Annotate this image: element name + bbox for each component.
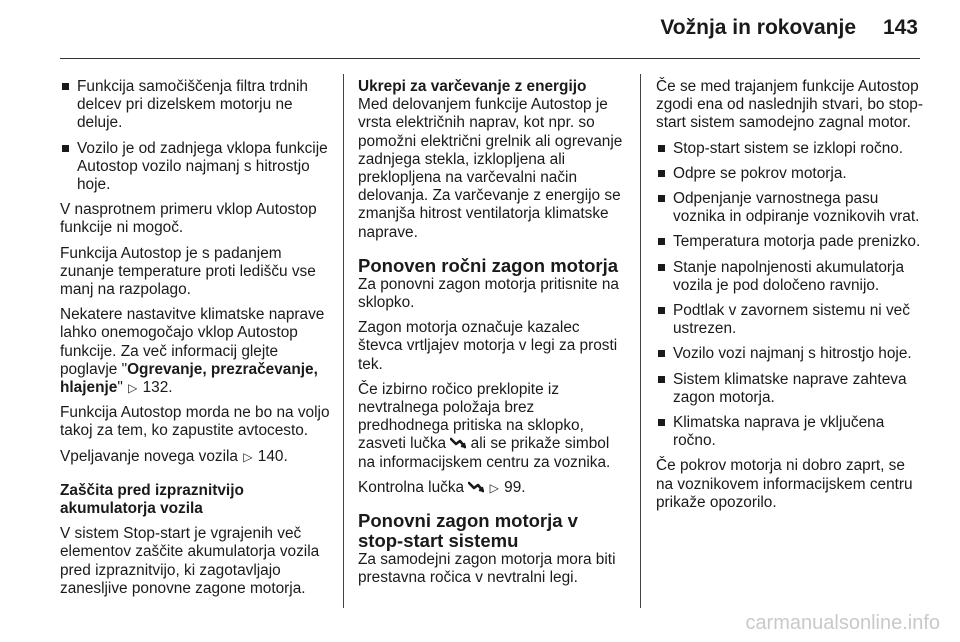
paragraph: Funkcija Autostop je s padanjem zunanje temperature proti ledišču vse manj na razpolago. <box>60 244 316 299</box>
reference-arrow-icon: ▷ <box>128 381 138 396</box>
paragraph-cross-reference <box>60 448 330 466</box>
list-item: Vozilo vozi najmanj s hitrostjo hoje. <box>656 345 926 363</box>
page-header <box>0 0 960 60</box>
header-rule <box>60 58 920 59</box>
watermark: carmanualsonline.info <box>745 612 940 634</box>
column-3 <box>656 78 926 519</box>
list-item: Temperatura motorja pade prenizko. <box>656 233 926 251</box>
list-item: Sistem klimatske naprave zahteva zagon motorja. <box>656 371 926 407</box>
list-item: Podtlak v zavornem sistemu ni več ustrezen. <box>656 302 926 338</box>
paragraph-text: " <box>117 379 128 397</box>
page-ref[interactable]: 132. <box>142 379 173 397</box>
chapter-link[interactable]: Ogrevanje, prezračevanje, hlajenje <box>60 360 318 397</box>
section-heading: Ponovni zagon motorja v stop-start sistemu <box>358 510 578 552</box>
column-1 <box>60 78 330 605</box>
column-divider-2 <box>640 74 641 608</box>
reference-arrow-icon: ▷ <box>243 449 253 464</box>
list-item: Funkcija samočiščenja filtra trdnih delcev pri dizelskem motorju ne deluje. <box>60 78 330 133</box>
page-number: 143 <box>882 16 918 39</box>
section-heading: Ponoven ročni zagon motorja <box>358 254 619 276</box>
list-item: Klimatska naprava je vključena ročno. <box>656 414 926 450</box>
paragraph-text: Nekatere nastavitve klimatske naprave lahko onemogočajo vklop Autostop funkcije. Za več informacij glejte poglavje " <box>60 306 325 378</box>
paragraph: Če se med trajanjem funkcije Autostop zgodi ena od naslednjih stvari, bo stop-start sistem samodejno zagnal motor. <box>656 78 923 132</box>
engine-start-lamp-icon <box>450 437 466 449</box>
paragraph: Med delovanjem funkcije Autostop je vrsta električnih naprav, kot npr. so pomožni električni grelnik ali ogrevanje zadnjega stekla, izklopljena ali preklopljena na varčevalni način delovanja. Za varčevanje z energijo se zmanjša hitrost ventilatorja klimatske naprave. <box>358 96 623 241</box>
paragraph-cross-reference <box>60 306 330 397</box>
paragraph-with-icon <box>358 381 628 472</box>
paragraph-text: ali se prikaže simbol na informacijskem centru za voznika. <box>358 435 611 471</box>
paragraph: Če pokrov motorja ni dobro zaprt, se na voznikovem informacijskem centru prikaže opozorilo. <box>656 457 913 511</box>
paragraph: Funkcija Autostop morda ne bo na voljo takoj za tem, ko zapustite avtocesto. <box>60 404 330 440</box>
engine-start-lamp-icon <box>468 481 484 493</box>
list-item: Stanje napolnjenosti akumulatorja vozila je pod določeno ravnijo. <box>656 259 926 295</box>
list-item: Stop-start sistem se izklopi ročno. <box>656 140 926 158</box>
paragraph-cross-reference <box>358 479 628 497</box>
paragraph: V nasprotnem primeru vklop Autostop funkcije ni mogoč. <box>60 201 317 237</box>
list-item: Odpre se pokrov motorja. <box>656 165 926 183</box>
page-ref[interactable]: 140. <box>257 447 288 465</box>
paragraph-text: Kontrolna lučka <box>358 478 469 496</box>
paragraph: V sistem Stop-start je vgrajenih več elementov zaščite akumulatorja vozila pred izpraznitvijo, ki zagotavljajo zanesljive ponovne zagone motorja. <box>60 525 320 597</box>
paragraph-text: Vpeljavanje novega vozila <box>60 447 243 465</box>
subheading: Ukrepi za varčevanje z energijo <box>358 78 587 95</box>
subheading: Zaščita pred izpraznitvijo akumulatorja vozila <box>60 481 244 518</box>
chapter-title: Vožnja in rokovanje <box>660 16 856 39</box>
paragraph: Za ponovni zagon motorja pritisnite na sklopko. <box>358 275 619 312</box>
reference-arrow-icon: ▷ <box>489 480 499 495</box>
column-2 <box>358 78 628 594</box>
paragraph: Zagon motorja označuje kazalec števca vrtljajev motorja v legi za prosti tek. <box>358 319 618 373</box>
paragraph: Za samodejni zagon motorja mora biti prestavna ročica v nevtralni legi. <box>358 551 616 587</box>
list-item: Vozilo je od zadnjega vklopa funkcije Autostop vozilo najmanj s hitrostjo hoje. <box>60 140 330 195</box>
list-item: Odpenjanje varnostnega pasu voznika in odpiranje voznikovih vrat. <box>656 190 926 226</box>
page-ref[interactable]: 99. <box>504 478 526 496</box>
column-divider-1 <box>343 74 344 608</box>
paragraph-text: Če izbirno ročico preklopite iz nevtralnega položaja brez predhodnega pritiska na sklopko, zasveti lučka <box>358 380 584 453</box>
